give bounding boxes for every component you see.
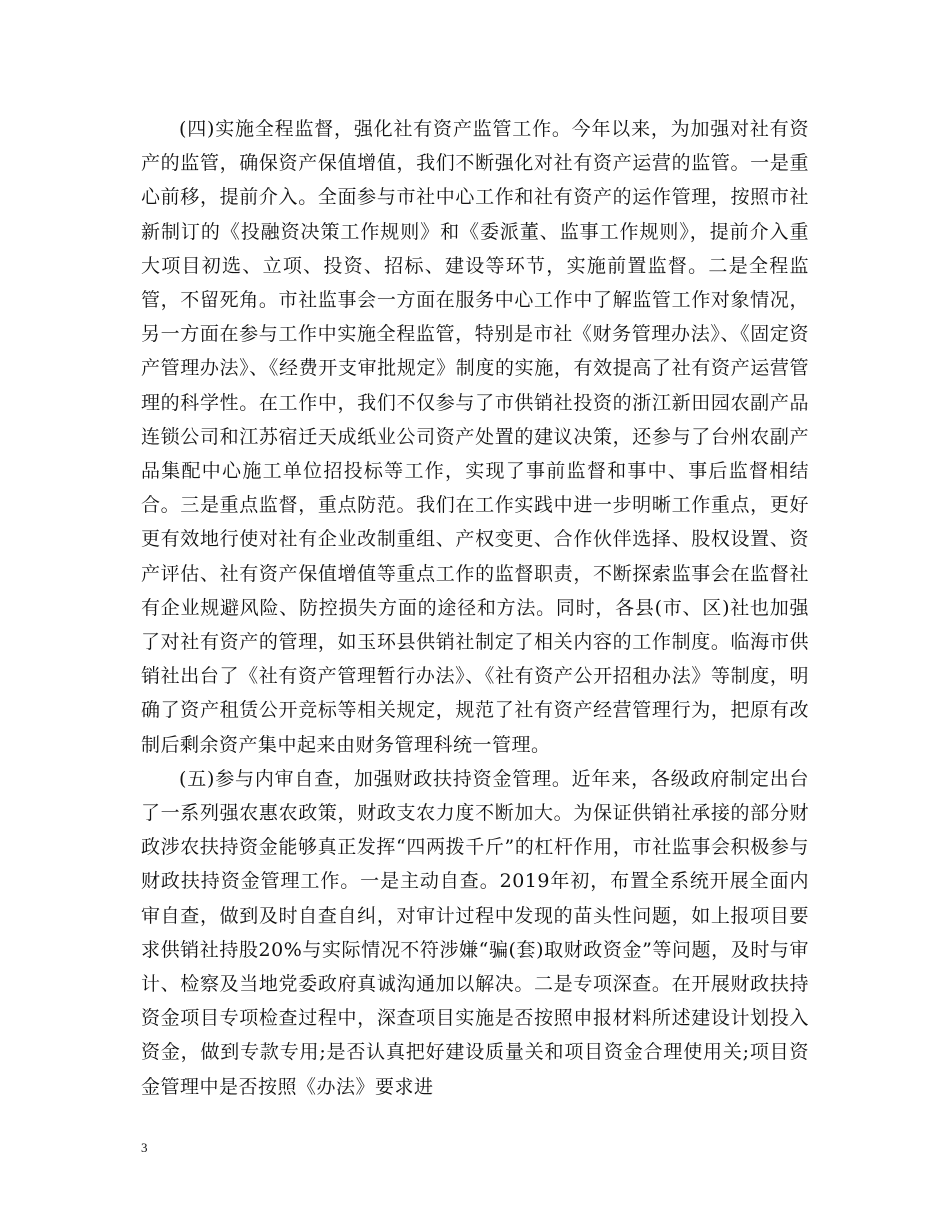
paragraph-section-five: (五)参与内审自查，加强财政扶持资金管理。近年来，各级政府制定出台了一系列强农惠农政策，财政支农力度不断加大。为保证供销社承接的部分财政涉农扶持资金能够真正发挥“四两拨千斤”的杠杆作用，市社监事会积极参与财政扶持资金管理工作。一是主动自查。2019年初，布置全系统开展全面内审自查，做到及时自查自纠，对审计过程中发现的苗头性问题，如上报项目要求供销社持股20%与实际情况不符涉嫌“骗(套)取财政资金”等问题，及时与审计、检察及当地党委政府真诚沟通加以解决。二是专项深查。在开展财政扶持资金项目专项检查过程中，深查项目实施是否按照申报材料所述建设计划投入资金，做到专款专用;是否认真把好建设质量关和项目资金合理使用关;项目资金管理中是否按照《办法》要求进	[141, 767, 809, 1098]
page-number: 3	[141, 1140, 148, 1155]
paragraph-section-four: (四)实施全程监督，强化社有资产监管工作。今年以来，为加强对社有资产的监管，确保资产保值增值，我们不断强化对社有资产运营的监管。一是重心前移，提前介入。全面参与市社中心工作和社有资产的运作管理，按照市社新制订的《投融资决策工作规则》和《委派董、监事工作规则》，提前介入重大项目初选、立项、投资、招标、建设等环节，实施前置监督。二是全程监管，不留死角。市社监事会一方面在服务中心工作中了解监管工作对象情况，另一方面在参与工作中实施全程监管，特别是市社《财务管理办法》、《固定资产管理办法》、《经费开支审批规定》制度的实施，有效提高了社有资产运营管理的科学性。在工作中，我们不仅参与了市供销社投资的浙江新田园农副产品连锁公司和江苏宿迁天成纸业公司资产处置的建议决策，还参与了台州农副产品集配中心施工单位招投标等工作，实现了事前监督和事中、事后监督相结合。三是重点监督，重点防范。我们在工作实践中进一步明晰工作重点，更好更有效地行使对社有企业改制重组、产权变更、合作伙伴选择、股权设置、资产评估、社有资产保值增值等重点工作的监督职责，不断探索监事会在监督社有企业规避风险、防控损失方面的途径和方法。同时，各县(市、区)社也加强了对社有资产的管理，如玉环县供销社制定了相关内容的工作制度。临海市供销社出台了《社有资产管理暂行办法》、《社有资产公开招租办法》等制度，明确了资产租赁公开竞标等相关规定，规范了社有资产经营管理行为，把原有改制后剩余资产集中起来由财务管理科统一管理。	[141, 118, 809, 756]
document-body	[141, 112, 809, 1104]
